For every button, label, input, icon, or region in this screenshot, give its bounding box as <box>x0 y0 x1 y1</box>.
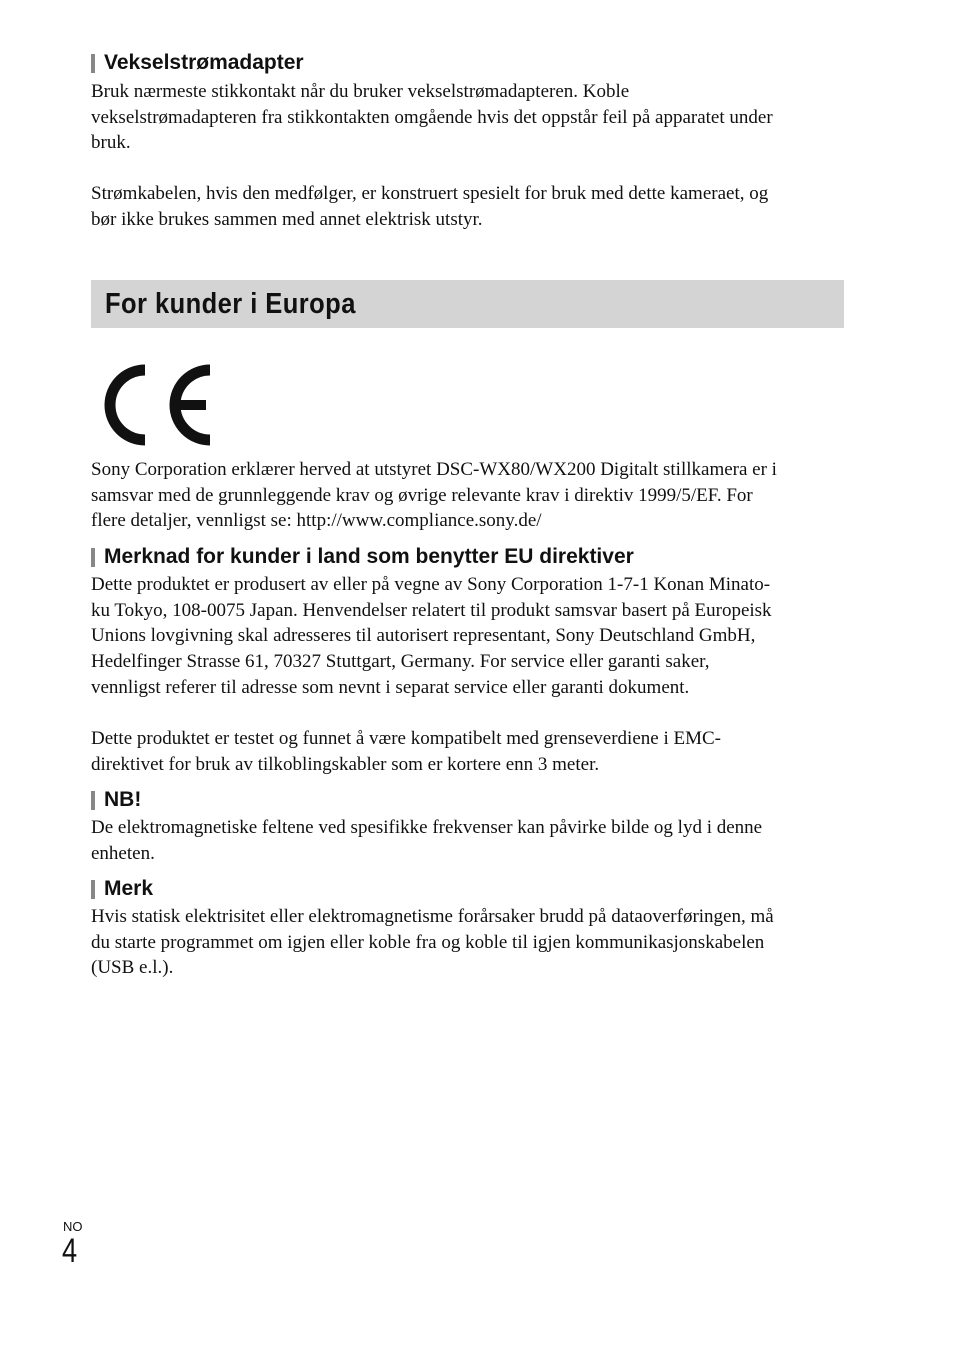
line: flere detaljer, vennligst se: http://www.compliance.sony.de/ <box>91 510 542 532</box>
line: Bruk nærmeste stikkontakt når du bruker vekselstrømadapteren. Koble <box>91 81 630 102</box>
line: Strømkabelen, hvis den medfølger, er konstruert spesielt for bruk med dette kameraet, og <box>91 183 769 204</box>
page-number: 4 <box>62 1232 78 1270</box>
banner-title: For kunder i Europa <box>105 287 356 320</box>
section-banner-europe <box>91 280 844 328</box>
line: vennligst referer til adresse som nevnt i separat service eller garanti dokument. <box>91 676 690 698</box>
line: bruk. <box>91 132 131 154</box>
line: Hvis statisk elektrisitet eller elektromagnetisme forårsaker brudd på dataoverføringen, må <box>91 906 774 927</box>
heading-text: Merk <box>104 877 154 900</box>
heading-bar-icon <box>91 548 95 567</box>
line: du starte programmet om igjen eller koble fra og koble til igjen kommunikasjonskabelen <box>91 931 765 953</box>
line: direktivet for bruk av tilkoblingskabler som er kortere enn 3 meter. <box>91 753 600 775</box>
heading-bar-icon <box>91 791 95 810</box>
paragraph-europe-1 <box>91 457 851 534</box>
line: Hedelfinger Strasse 61, 70327 Stuttgart, Germany. For service eller garanti saker, <box>91 651 710 673</box>
paragraph-eu-notice-1 <box>91 572 851 701</box>
heading-nb <box>91 787 851 813</box>
line: Dette produktet er produsert av eller på vegne av Sony Corporation 1-7-1 Konan Minato- <box>91 574 771 595</box>
line: De elektromagnetiske feltene ved spesifikke frekvenser kan påvirke bilde og lyd i denne <box>91 817 763 838</box>
paragraph-merk <box>91 904 851 981</box>
paragraph-nb <box>91 815 851 866</box>
heading-text: Merknad for kunder i land som benytter EU direktiver <box>104 545 634 568</box>
line: bør ikke brukes sammen med annet elektrisk utstyr. <box>91 208 483 230</box>
line: Unions lovgivning skal adresseres til autorisert representant, Sony Deutschland GmbH, <box>91 625 756 647</box>
heading-bar-icon <box>91 880 95 899</box>
line: samsvar med de grunnleggende krav og øvrige relevante krav i direktiv 1999/5/EF. For <box>91 484 753 506</box>
line: enheten. <box>91 842 155 864</box>
line: Dette produktet er testet og funnet å være kompatibelt med grenseverdiene i EMC- <box>91 728 721 749</box>
line: ku Tokyo, 108-0075 Japan. Henvendelser relatert til produkt samsvar basert på Europeisk <box>91 599 772 621</box>
heading-merk <box>91 876 851 902</box>
heading-eu-notice <box>91 544 851 570</box>
line: vekselstrømadapteren fra stikkontakten omgående hvis det oppstår feil på apparatet under <box>91 106 773 128</box>
page-language: NO <box>63 1219 83 1234</box>
ce-mark-icon <box>98 362 218 448</box>
paragraph-adapter-2 <box>91 181 851 232</box>
line: (USB e.l.). <box>91 957 174 979</box>
line: Sony Corporation erklærer herved at utstyret DSC-WX80/WX200 Digitalt stillkamera er i <box>91 459 777 480</box>
paragraph-adapter-1 <box>91 79 851 156</box>
heading-text: Vekselstrømadapter <box>104 51 304 74</box>
heading-text: NB! <box>104 788 142 811</box>
heading-vekselstromadapter <box>91 50 851 76</box>
paragraph-eu-notice-2 <box>91 726 851 777</box>
heading-bar-icon <box>91 54 95 73</box>
